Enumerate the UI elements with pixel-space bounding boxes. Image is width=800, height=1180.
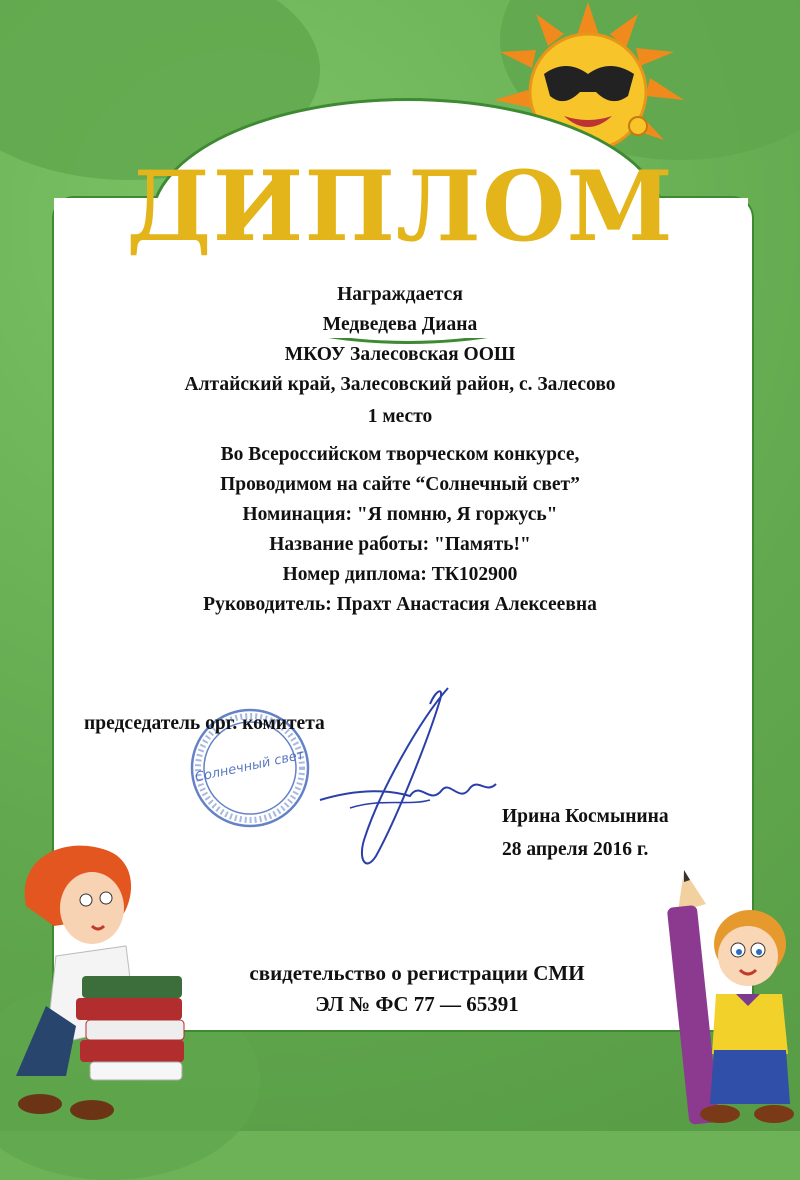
diploma-number: Номер диплома: ТК102900	[282, 564, 518, 585]
signatory-name: Ирина Космынина	[502, 806, 669, 827]
signatory-role: председатель орг. комитета	[84, 713, 325, 734]
contest-block	[0, 440, 800, 620]
contest-line-1: Во Всероссийском творческом конкурсе,	[220, 444, 580, 465]
boy-with-pencil-illustration	[640, 864, 800, 1130]
signatory-block	[502, 800, 669, 866]
award-block	[0, 280, 800, 400]
place: 1 место	[367, 406, 433, 427]
registration-line-1: свидетельство о регистрации СМИ	[249, 961, 585, 985]
nomination: Номинация: "Я помню, Я горжусь"	[242, 504, 558, 525]
awarded-label: Награждается	[337, 284, 463, 305]
work-title: Название работы: "Память!"	[269, 534, 531, 555]
girl-with-books-illustration	[6, 826, 202, 1126]
registration-line-2: ЭЛ № ФС 77 — 65391	[315, 992, 519, 1016]
diploma-title: ДИПЛОМ	[126, 150, 674, 263]
school-name: МКОУ Залесовская ООШ	[284, 344, 516, 365]
handwritten-signature	[300, 680, 510, 880]
contest-line-2: Проводимом на сайте “Солнечный свет”	[220, 474, 580, 495]
diploma-date: 28 апреля 2016 г.	[502, 839, 649, 860]
location: Алтайский край, Залесовский район, с. Залесово	[184, 374, 616, 395]
stamp-text: Солнечный свет	[193, 747, 306, 786]
leader: Руководитель: Прахт Анастасия Алексеевна	[203, 594, 597, 615]
recipient-name: Медведева Диана	[322, 314, 478, 335]
